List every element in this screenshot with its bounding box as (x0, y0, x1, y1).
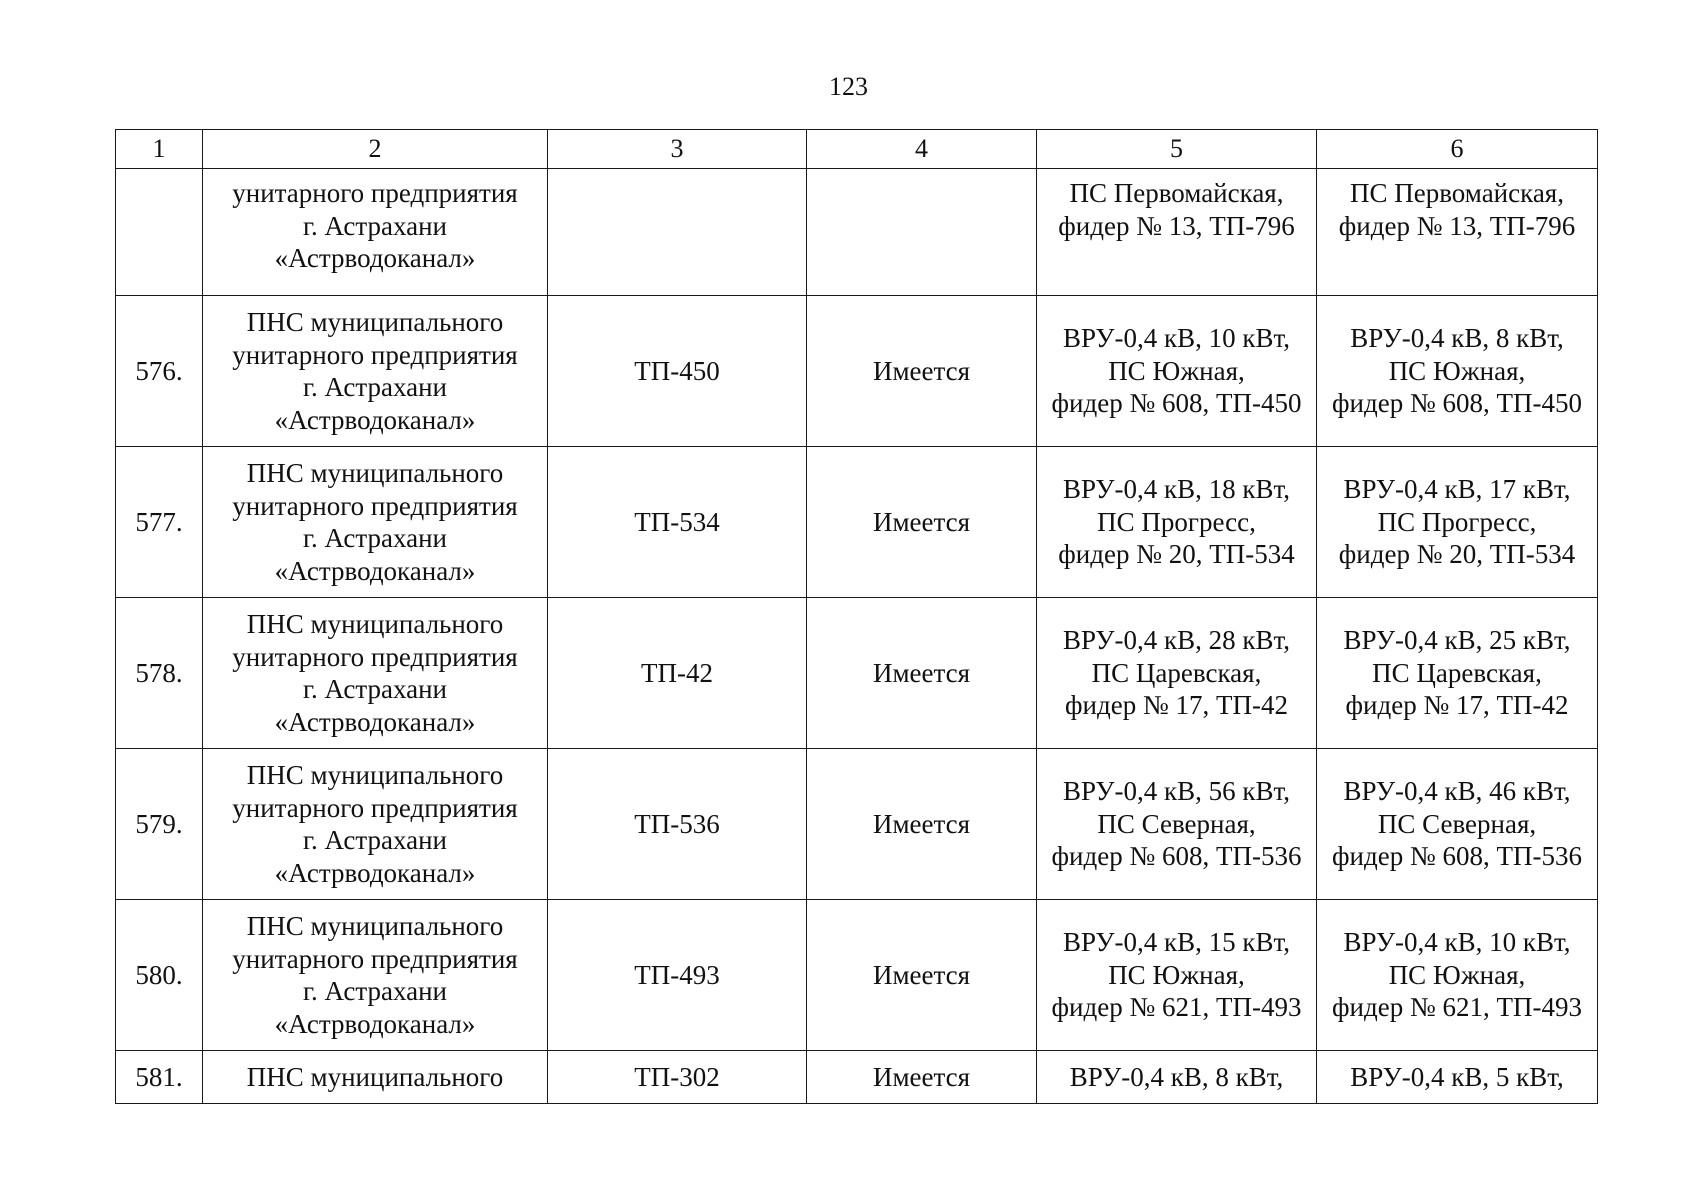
cell-line: ПНС муниципального (246, 609, 504, 639)
cell-name: ПНС муниципального (203, 1051, 548, 1104)
cell-line: ВРУ-0,4 кВ, 15 кВт, (1063, 927, 1290, 958)
cell-name (203, 598, 548, 749)
cell-line: унитарного предприятия (232, 490, 518, 521)
cell-line: г. Астрахани (303, 523, 447, 553)
cell-connection-current: ВРУ-0,4 кВ, 8 кВт, (1037, 1051, 1317, 1104)
cell-line: «Астрводоканал» (274, 857, 476, 888)
cell-tp: ТП-450 (548, 296, 807, 447)
cell-line: ПС Первомайская, (1350, 178, 1564, 208)
cell-connection-current (1037, 749, 1317, 900)
table-header-row (116, 130, 1598, 169)
cell-line: ПНС муниципального (246, 911, 504, 941)
cell-line: «Астрводоканал» (274, 404, 476, 435)
cell-status (807, 169, 1037, 296)
cell-line: ПС Прогресс, (1377, 506, 1537, 537)
cell-line: фидер № 20, ТП-534 (1058, 539, 1295, 570)
cell-line: «Астрводоканал» (274, 555, 476, 586)
cell-line: фидер № 20, ТП-534 (1338, 539, 1576, 570)
cell-line: ВРУ-0,4 кВ, 10 кВт, (1343, 927, 1571, 958)
cell-line: г. Астрахани (303, 825, 447, 855)
cell-tp: ТП-42 (548, 598, 807, 749)
cell-number: 581. (116, 1051, 203, 1104)
column-header-1: 1 (116, 130, 203, 169)
cell-tp: ТП-536 (548, 749, 807, 900)
cell-connection-current (1037, 900, 1317, 1051)
cell-connection-current (1037, 598, 1317, 749)
cell-line: ПС Северная, (1097, 808, 1256, 839)
cell-line: г. Астрахани (303, 210, 447, 241)
cell-connection-planned (1317, 749, 1598, 900)
column-header-6: 6 (1317, 130, 1598, 169)
cell-line: ВРУ-0,4 кВ, 56 кВт, (1063, 776, 1290, 807)
cell-line: фидер № 608, ТП-536 (1332, 841, 1582, 872)
cell-line: ПС Северная, (1377, 808, 1537, 839)
cell-line: фидер № 17, ТП-42 (1345, 690, 1569, 721)
cell-number: 578. (116, 598, 203, 749)
cell-connection-current (1037, 169, 1317, 296)
cell-line: ВРУ-0,4 кВ, 10 кВт, (1063, 323, 1290, 354)
cell-number: 576. (116, 296, 203, 447)
cell-line: ПС Южная, (1388, 959, 1526, 990)
cell-line: г. Астрахани (303, 372, 447, 402)
cell-line: фидер № 608, ТП-536 (1051, 841, 1302, 872)
cell-connection-planned (1317, 900, 1598, 1051)
cell-line: фидер № 621, ТП-493 (1051, 992, 1302, 1023)
cell-line: «Астрводоканал» (274, 706, 476, 737)
cell-name (203, 169, 548, 296)
table-row (116, 447, 1598, 598)
cell-tp: ТП-534 (548, 447, 807, 598)
table-row (116, 296, 1598, 447)
cell-number: 579. (116, 749, 203, 900)
cell-line: ВРУ-0,4 кВ, 25 кВт, (1343, 625, 1571, 656)
cell-name (203, 749, 548, 900)
cell-line: фидер № 13, ТП-796 (1338, 210, 1576, 241)
cell-line: унитарного предприятия (232, 792, 518, 823)
cell-connection-planned: ВРУ-0,4 кВ, 5 кВт, (1317, 1051, 1598, 1104)
cell-line: фидер № 17, ТП-42 (1065, 690, 1288, 721)
cell-status: Имеется (807, 598, 1037, 749)
cell-line: унитарного предприятия (232, 943, 518, 974)
table-row-continuation (116, 169, 1598, 296)
cell-connection-planned (1317, 169, 1598, 296)
cell-line: г. Астрахани (303, 976, 447, 1006)
cell-name (203, 447, 548, 598)
cell-line: ВРУ-0,4 кВ, 17 кВт, (1343, 474, 1571, 505)
cell-line: фидер № 621, ТП-493 (1332, 992, 1582, 1023)
cell-line: ПС Прогресс, (1097, 506, 1256, 537)
cell-line: фидер № 608, ТП-450 (1051, 388, 1302, 419)
cell-connection-current (1037, 296, 1317, 447)
cell-name (203, 900, 548, 1051)
cell-line: ВРУ-0,4 кВ, 46 кВт, (1343, 776, 1571, 807)
column-header-4: 4 (807, 130, 1037, 169)
cell-line: ВРУ-0,4 кВ, 8 кВт, (1350, 323, 1564, 354)
cell-line: ПС Южная, (1108, 959, 1245, 990)
cell-number: 580. (116, 900, 203, 1051)
cell-number (116, 169, 203, 296)
cell-line: ВРУ-0,4 кВ, 28 кВт, (1063, 625, 1290, 656)
cell-line: унитарного предприятия (232, 178, 518, 208)
cell-line: ПС Южная, (1108, 355, 1245, 386)
cell-line: ПНС муниципального (246, 760, 504, 790)
cell-line: г. Астрахани (303, 674, 447, 704)
table-row (116, 900, 1598, 1051)
cell-status: Имеется (807, 749, 1037, 900)
cell-line: ПС Южная, (1388, 355, 1526, 386)
table-row (116, 749, 1598, 900)
cell-line: ПНС муниципального (246, 458, 504, 488)
cell-tp: ТП-302 (548, 1051, 807, 1104)
cell-line: фидер № 608, ТП-450 (1332, 388, 1582, 419)
cell-line: ПС Царевская, (1372, 657, 1542, 688)
cell-line: ВРУ-0,4 кВ, 18 кВт, (1063, 474, 1290, 505)
page-number: 123 (829, 72, 868, 101)
cell-line: «Астрводоканал» (274, 1008, 476, 1039)
cell-status: Имеется (807, 900, 1037, 1051)
cell-line: ПС Царевская, (1091, 657, 1262, 688)
cell-name (203, 296, 548, 447)
data-table (115, 129, 1598, 1104)
cell-tp: ТП-493 (548, 900, 807, 1051)
cell-status: Имеется (807, 1051, 1037, 1104)
column-header-3: 3 (548, 130, 807, 169)
cell-connection-current (1037, 447, 1317, 598)
cell-status: Имеется (807, 296, 1037, 447)
column-header-2: 2 (203, 130, 548, 169)
cell-connection-planned (1317, 296, 1598, 447)
table-row (116, 1051, 1598, 1104)
cell-status: Имеется (807, 447, 1037, 598)
cell-connection-planned (1317, 598, 1598, 749)
cell-line: ПС Первомайская, (1069, 178, 1284, 208)
column-header-5: 5 (1037, 130, 1317, 169)
cell-line: фидер № 13, ТП-796 (1058, 210, 1295, 241)
cell-number: 577. (116, 447, 203, 598)
cell-connection-planned (1317, 447, 1598, 598)
cell-line: ПНС муниципального (246, 307, 504, 337)
cell-line: «Астрводоканал» (274, 243, 476, 273)
cell-line: унитарного предприятия (232, 339, 518, 370)
cell-tp (548, 169, 807, 296)
table-row (116, 598, 1598, 749)
cell-line: унитарного предприятия (232, 641, 518, 672)
